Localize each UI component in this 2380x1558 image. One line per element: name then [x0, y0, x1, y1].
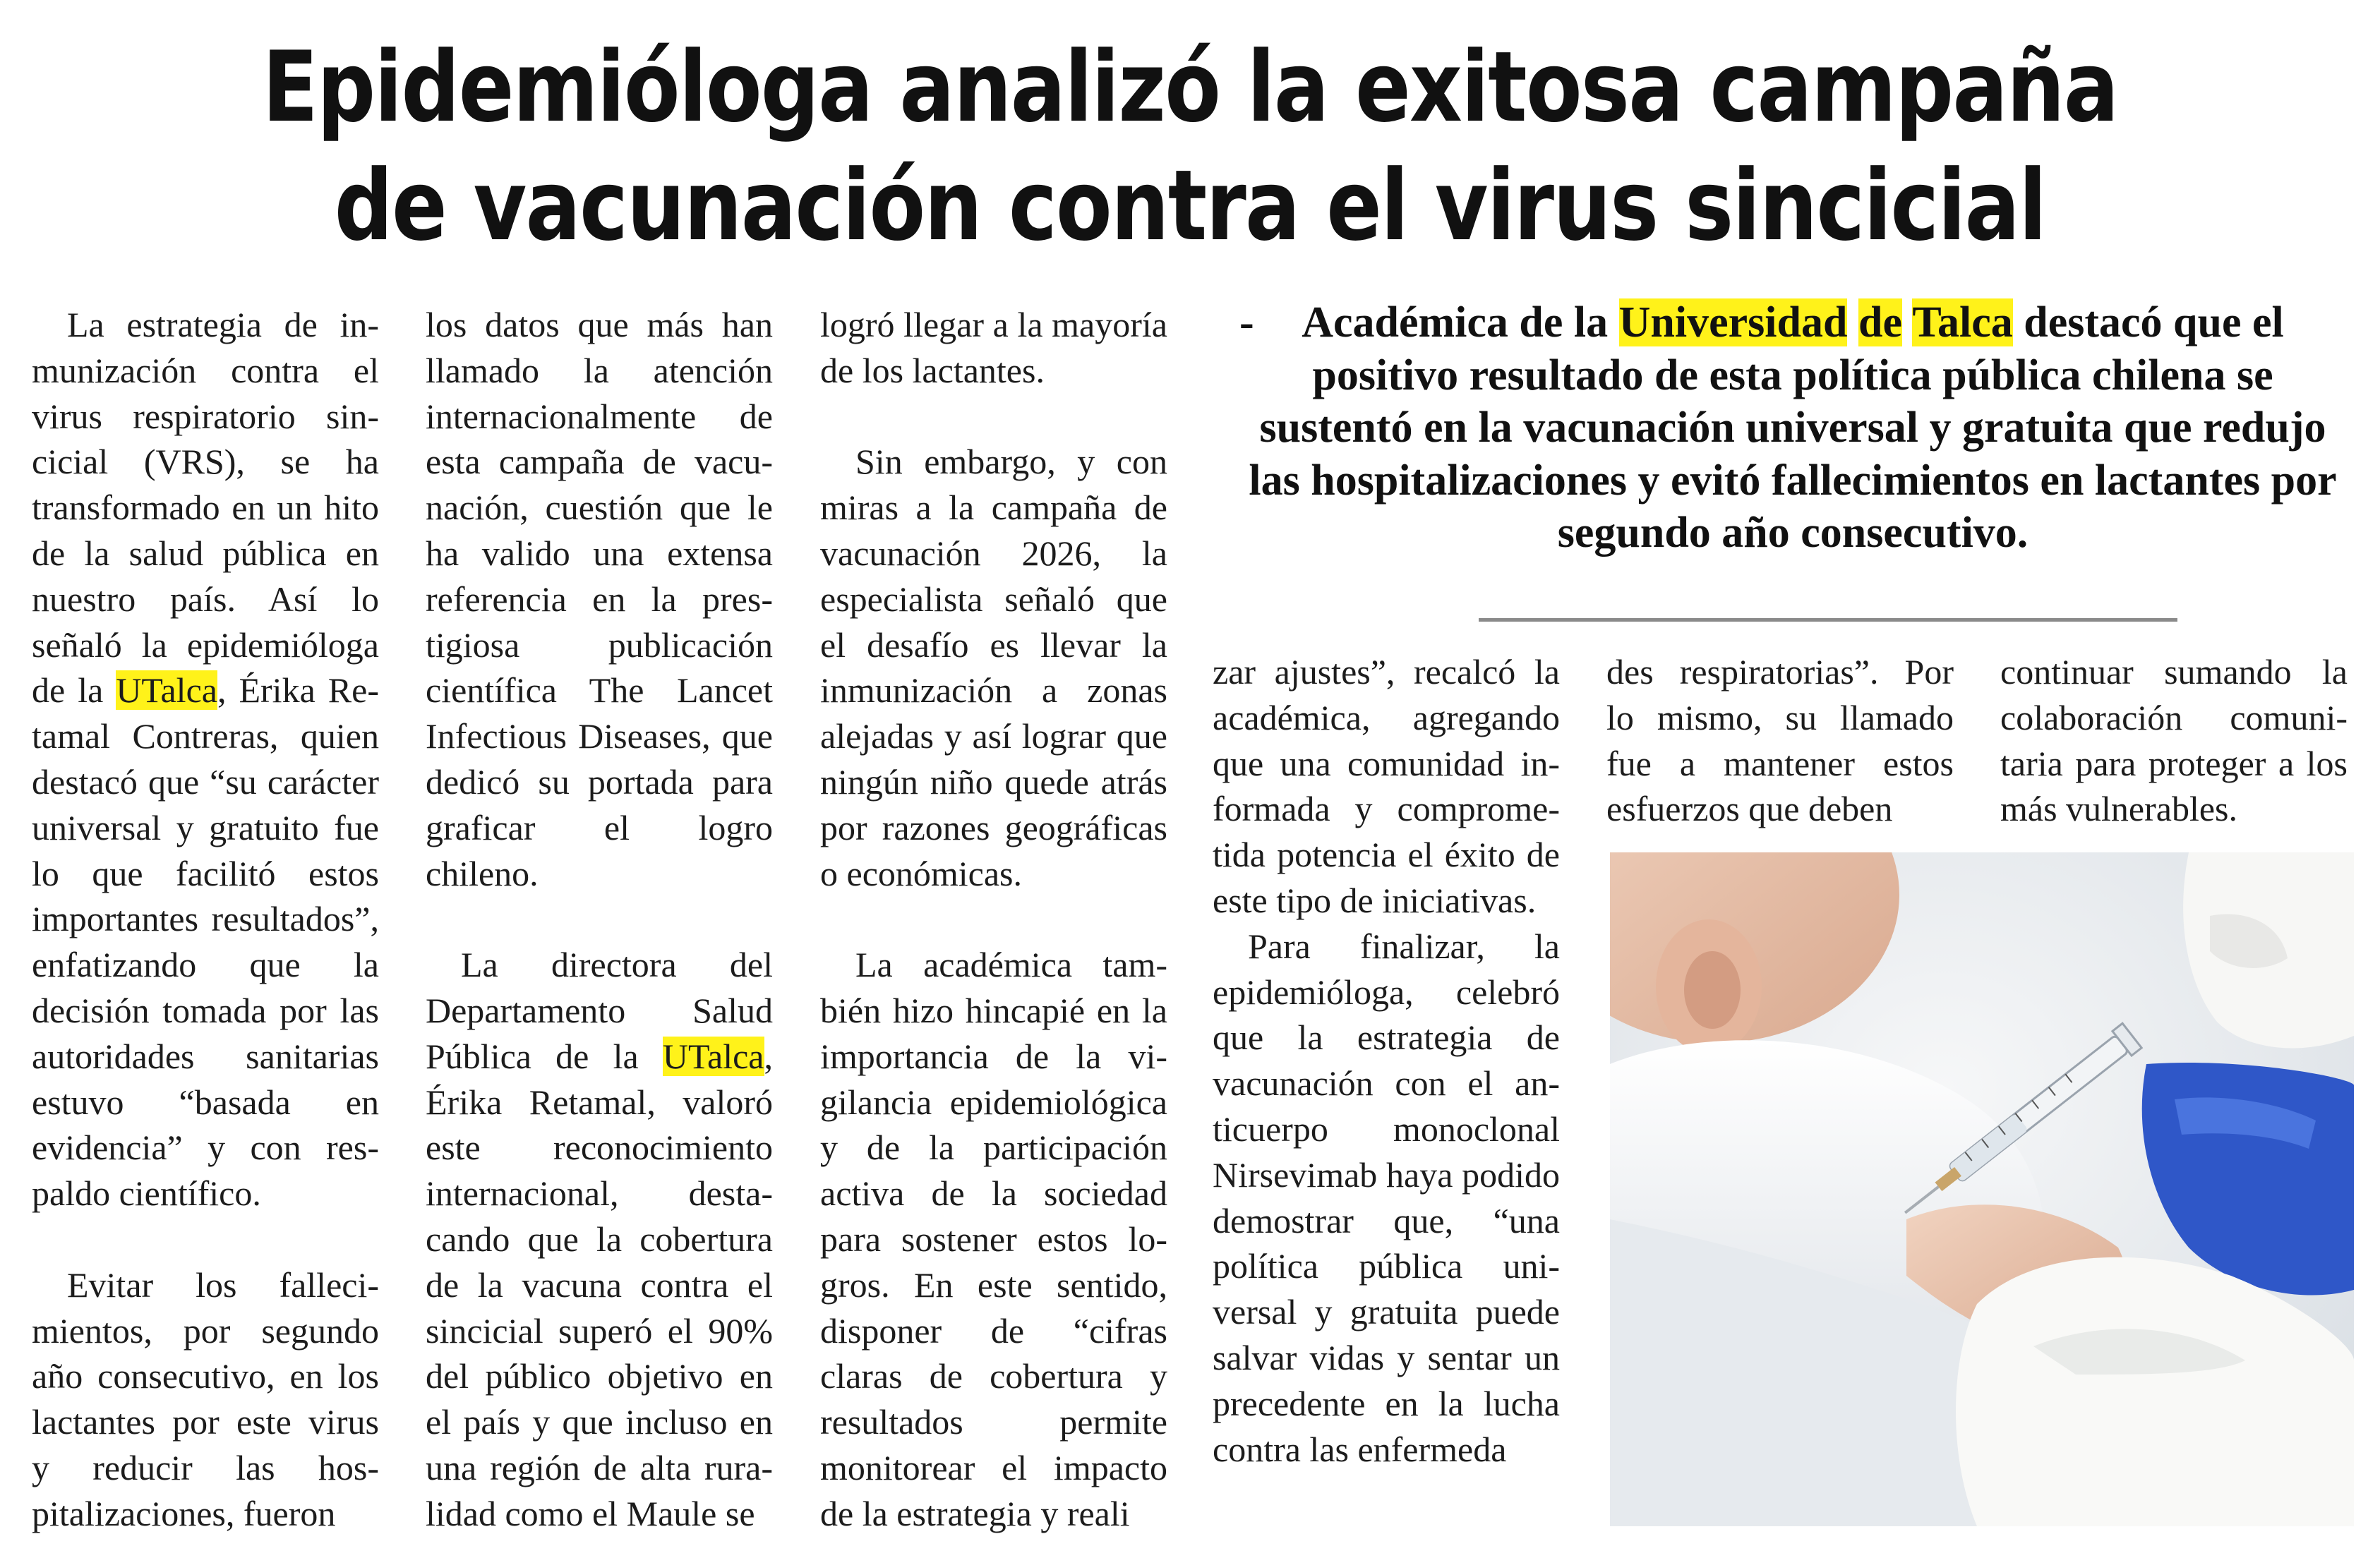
paragraph-3: los datos que más han llamado la atención internacionalmente de esta campaña de vacunación, cuestión que le ha valido una extensa referencia en la prestigiosa publicación científica The Lancet Infectious Diseases, que dedicó su portada para graficar el logro chileno. — [426, 305, 773, 893]
paragraph-4 — [426, 942, 773, 1536]
paragraph-5: logró llegar a la mayoría de los lactantes. — [820, 305, 1167, 390]
highlight-universidad: Universidad — [1618, 298, 1848, 346]
paragraph-6: Sin embargo, y con miras a la campaña de vacunación 2026, la especialista señaló que el desafío es llevar la inmunización a zonas alejadas y así lograr que ningún niño quede atrás por razones geográficas o económicas. — [820, 442, 1167, 893]
article-column-5 — [1606, 649, 1954, 832]
deck-underline-rule — [1479, 618, 2177, 622]
highlight-utalca: UTalca — [662, 1036, 764, 1076]
paragraph-1-text-a: La estrategia de inmunización contra el virus respiratorio sincicial (VRS), se ha transformado en un hito de la salud pública en nuestro país. Así lo señaló la epidemióloga de la — [32, 305, 379, 711]
article-column-4 — [1213, 649, 1560, 1472]
paragraph-9: Para finalizar, la epidemióloga, celebró que la estrategia de vacunación con el anticuerpo monoclonal Nirsevimab haya podido demostrar que, “una política pública universal y gratuita puede salvar vidas y sentar un precedente en la lucha contra las enfermeda — [1213, 926, 1560, 1469]
highlight-talca: Talca — [1912, 298, 2013, 346]
paragraph-4-text-b: , Érika Retamal, valoró este reconocimiento internacional, destacando que la cobertura de la vacuna contra el sincicial superó el 90% del público objetivo en el país y que incluso en una región de alta ruralidad como el Maule se — [426, 1036, 773, 1533]
article-column-2 — [426, 302, 773, 1537]
paragraph-1-text-b: , Érika Retamal Contreras, quien destacó que “su carácter universal y gratuito fue lo que facilitó estos importantes resultados”, enfatizando que la decisión tomada por las autoridades sanitarias estuvo “basada en evidencia” y con respaldo científico. — [32, 670, 379, 1214]
paragraph-7: La académica también hizo hincapié en la importancia de la vigilancia epidemiológica y de la participación activa de la sociedad para sostener estos logros. En este sentido, disponer de “cifras claras de cobertura y resultados permite monitorear el impacto de la estrategia y reali — [820, 945, 1167, 1533]
deck-dash: - — [1239, 298, 1254, 346]
deck-space — [1902, 298, 1912, 346]
paragraph-1 — [32, 302, 379, 1216]
headline — [191, 28, 2189, 265]
highlight-utalca: UTalca — [116, 670, 217, 711]
highlight-de: de — [1858, 298, 1902, 346]
deck-text-a: Académica de la — [1302, 298, 1619, 346]
deck-text-b: destacó que el positivo resultado de esta política pública chilena se sustentó en la vacunación universal y gratuita que redujo las hospitalizaciones y evitó fallecimientos en lactantes por segundo año consecutivo. — [1249, 298, 2337, 557]
article-column-3 — [820, 302, 1167, 1537]
paragraph-4-text-a: La directora del Departamento Salud Pública de la — [426, 945, 773, 1076]
paragraph-11: continuar sumando la colaboración comunitaria para proteger a los más vulnerables. — [2000, 652, 2348, 829]
paragraph-10: des respiratorias”. Por lo mismo, su llamado fue a mantener estos esfuerzos que deben — [1606, 652, 1954, 829]
article-column-6 — [2000, 649, 2348, 832]
deck-space — [1847, 298, 1858, 346]
headline-line-1: Epidemióloga analizó la exitosa campaña — [262, 30, 2118, 144]
paragraph-8: zar ajustes”, recalcó la académica, agregando que una comunidad informada y comprometida potencia el éxito de este tipo de iniciativas. — [1213, 652, 1560, 920]
headline-line-2: de vacunación contra el virus sincicial — [334, 149, 2046, 262]
infant-vaccination-photo — [1610, 852, 2354, 1526]
paragraph-2: Evitar los fallecimientos, por segundo año consecutivo, en los lactantes por este virus y reducir las hospitalizaciones, fueron — [32, 1264, 379, 1533]
deck-subheadline — [1239, 296, 2343, 560]
article-column-1 — [32, 302, 379, 1537]
